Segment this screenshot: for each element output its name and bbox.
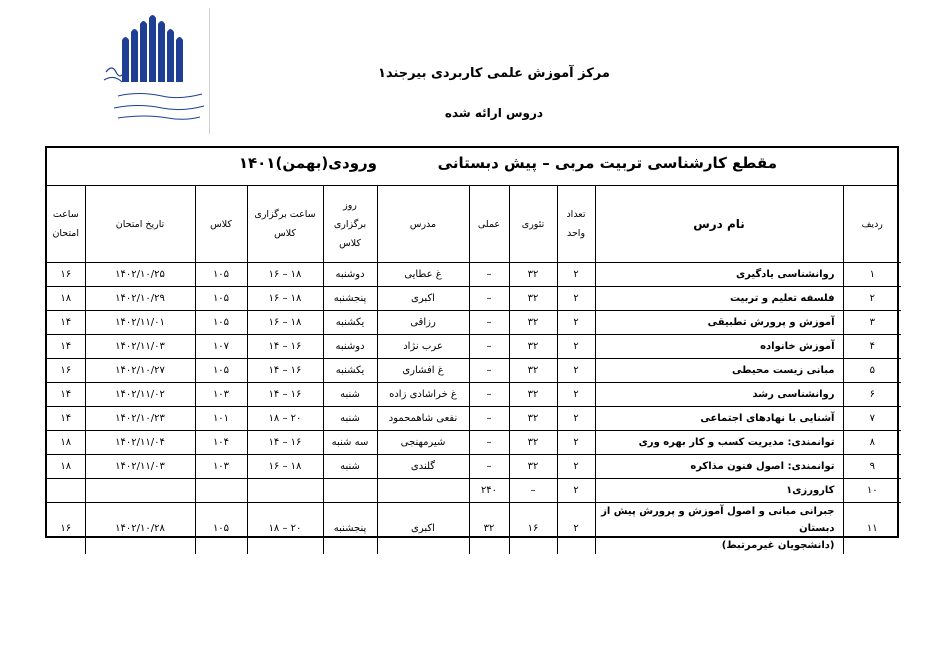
room-cell: ۱۰۴ xyxy=(195,431,247,455)
day-cell: پنجشنبه xyxy=(323,287,377,311)
theory-cell: ۳۲ xyxy=(509,383,557,407)
course-name: مبانی زیست محیطی xyxy=(595,359,843,383)
room-cell: ۱۰۵ xyxy=(195,359,247,383)
table-row xyxy=(47,359,901,383)
class-time-cell: ۱۶ – ۱۴ xyxy=(247,431,323,455)
instructor-cell: نفعی شاهمحمود xyxy=(377,407,469,431)
day-cell: یکشنبه xyxy=(323,359,377,383)
row-index: ۶ xyxy=(843,383,901,407)
instructor-cell: اکبری xyxy=(377,503,469,555)
practical-cell: – xyxy=(469,263,509,287)
units-cell: ۲ xyxy=(557,503,595,555)
document-title: دروس ارائه شده xyxy=(444,106,544,120)
col-header-practical: عملی xyxy=(469,186,509,263)
row-index: ۱۱ xyxy=(843,503,901,555)
class-time-cell: ۱۸ – ۱۶ xyxy=(247,455,323,479)
entry-term: ورودی(بهمن)۱۴۰۱ xyxy=(238,154,377,172)
exam-date-cell xyxy=(85,479,195,503)
units-cell: ۲ xyxy=(557,263,595,287)
program-title: مقطع کارشناسی تربیت مربی – پیش دبستانی xyxy=(437,154,777,172)
instructor-cell: اکبری xyxy=(377,287,469,311)
theory-cell: ۳۲ xyxy=(509,287,557,311)
instructor-cell: غ افشاری xyxy=(377,359,469,383)
table-row xyxy=(47,287,901,311)
remedial-course-line1: مبانی و اصول آموزش و پرورش پیش از دبستان xyxy=(601,506,835,534)
table-row xyxy=(47,335,901,359)
row-index: ۲ xyxy=(843,287,901,311)
class-time-cell: ۱۸ – ۱۶ xyxy=(247,263,323,287)
theory-cell: ۳۲ xyxy=(509,335,557,359)
practical-cell: – xyxy=(469,431,509,455)
class-time-cell: ۱۶ – ۱۴ xyxy=(247,359,323,383)
units-cell: ۲ xyxy=(557,359,595,383)
class-time-cell: ۱۸ – ۱۶ xyxy=(247,311,323,335)
col-header-course: نام درس xyxy=(595,186,843,263)
units-cell: ۲ xyxy=(557,311,595,335)
exam-time-cell: ۱۴ xyxy=(47,407,85,431)
center-name: مرکز آموزش علمی کاربردی بیرجند۱ xyxy=(378,66,610,81)
row-index: ۵ xyxy=(843,359,901,383)
course-name: توانمندی: مدیریت کسب و کار بهره وری xyxy=(595,431,843,455)
class-time-cell: ۱۸ – ۱۶ xyxy=(247,287,323,311)
course-name: فلسفه تعلیم و تربیت xyxy=(595,287,843,311)
instructor-cell: غ خراشادی زاده xyxy=(377,383,469,407)
day-cell: دوشنبه xyxy=(323,335,377,359)
remedial-tag: جبرانی xyxy=(799,506,835,517)
class-time-cell: ۲۰ – ۱۸ xyxy=(247,503,323,555)
exam-time-cell: ۱۴ xyxy=(47,335,85,359)
table-header-row xyxy=(47,186,901,263)
theory-cell: ۳۲ xyxy=(509,455,557,479)
row-index: ۷ xyxy=(843,407,901,431)
exam-time-cell: ۱۶ xyxy=(47,359,85,383)
col-header-class-time: ساعت برگزاری کلاس xyxy=(247,186,323,263)
table-row xyxy=(47,503,901,555)
room-cell: ۱۰۵ xyxy=(195,287,247,311)
practical-cell: – xyxy=(469,287,509,311)
exam-date-cell: ۱۴۰۲/۱۱/۰۳ xyxy=(85,455,195,479)
theory-cell: ۳۲ xyxy=(509,431,557,455)
row-index: ۹ xyxy=(843,455,901,479)
course-name xyxy=(595,503,843,555)
remedial-course-line2: (دانشجویان غیرمرتبط) xyxy=(721,540,835,551)
table-row xyxy=(47,311,901,335)
course-name: آشنایی با نهادهای اجتماعی xyxy=(595,407,843,431)
class-time-cell: ۱۶ – ۱۴ xyxy=(247,383,323,407)
class-time-cell: ۲۰ – ۱۸ xyxy=(247,407,323,431)
table-row xyxy=(47,407,901,431)
table-body xyxy=(47,263,901,555)
instructor-cell xyxy=(377,479,469,503)
practical-cell: – xyxy=(469,359,509,383)
practical-cell: – xyxy=(469,407,509,431)
course-sheet xyxy=(45,146,899,551)
row-index: ۱ xyxy=(843,263,901,287)
exam-date-cell: ۱۴۰۲/۱۱/۰۱ xyxy=(85,311,195,335)
practical-cell: ۳۲ xyxy=(469,503,509,555)
exam-date-cell: ۱۴۰۲/۱۱/۰۴ xyxy=(85,431,195,455)
practical-cell: – xyxy=(469,335,509,359)
class-time-cell: ۱۶ – ۱۴ xyxy=(247,335,323,359)
day-cell: شنبه xyxy=(323,407,377,431)
exam-time-cell: ۱۸ xyxy=(47,455,85,479)
instructor-cell: عرب نژاد xyxy=(377,335,469,359)
units-cell: ۲ xyxy=(557,287,595,311)
room-cell: ۱۰۵ xyxy=(195,311,247,335)
exam-time-cell: ۱۴ xyxy=(47,383,85,407)
units-cell: ۲ xyxy=(557,479,595,503)
exam-date-cell: ۱۴۰۲/۱۰/۲۵ xyxy=(85,263,195,287)
class-time-cell xyxy=(247,479,323,503)
room-cell: ۱۰۱ xyxy=(195,407,247,431)
col-header-exam-date: تاریخ امتحان xyxy=(85,186,195,263)
table-row xyxy=(47,383,901,407)
exam-date-cell: ۱۴۰۲/۱۱/۰۲ xyxy=(85,383,195,407)
instructor-cell: گلندی xyxy=(377,455,469,479)
room-cell: ۱۰۳ xyxy=(195,455,247,479)
col-header-day: روز برگزاری کلاس xyxy=(323,186,377,263)
course-name: توانمندی: اصول فنون مذاکره xyxy=(595,455,843,479)
exam-time-cell: ۱۸ xyxy=(47,287,85,311)
table-row xyxy=(47,263,901,287)
col-header-index: ردیف xyxy=(843,186,901,263)
exam-date-cell: ۱۴۰۲/۱۰/۲۹ xyxy=(85,287,195,311)
course-name: کارورزی۱ xyxy=(595,479,843,503)
units-cell: ۲ xyxy=(557,383,595,407)
theory-cell: ۳۲ xyxy=(509,263,557,287)
day-cell: سه شنبه xyxy=(323,431,377,455)
exam-date-cell: ۱۴۰۲/۱۰/۲۸ xyxy=(85,503,195,555)
col-header-room: کلاس xyxy=(195,186,247,263)
col-header-exam-time: ساعت امتحان xyxy=(47,186,85,263)
exam-time-cell: ۱۶ xyxy=(47,503,85,555)
exam-date-cell: ۱۴۰۲/۱۰/۲۷ xyxy=(85,359,195,383)
exam-time-cell: ۱۸ xyxy=(47,431,85,455)
theory-cell: ۳۲ xyxy=(509,359,557,383)
room-cell: ۱۰۷ xyxy=(195,335,247,359)
day-cell: شنبه xyxy=(323,383,377,407)
instructor-cell: شیرمهنجی xyxy=(377,431,469,455)
row-index: ۴ xyxy=(843,335,901,359)
day-cell: دوشنبه xyxy=(323,263,377,287)
course-name: آموزش خانواده xyxy=(595,335,843,359)
instructor-cell: غ عطایی xyxy=(377,263,469,287)
table-row xyxy=(47,479,901,503)
table-row xyxy=(47,455,901,479)
course-name: روانشناسی رشد xyxy=(595,383,843,407)
table-row xyxy=(47,431,901,455)
day-cell: پنجشنبه xyxy=(323,503,377,555)
row-index: ۱۰ xyxy=(843,479,901,503)
practical-cell: – xyxy=(469,311,509,335)
courses-table xyxy=(47,186,901,554)
theory-cell: ۳۲ xyxy=(509,311,557,335)
col-header-theory: تئوری xyxy=(509,186,557,263)
exam-date-cell: ۱۴۰۲/۱۱/۰۳ xyxy=(85,335,195,359)
exam-time-cell: ۱۴ xyxy=(47,311,85,335)
room-cell: ۱۰۵ xyxy=(195,503,247,555)
practical-cell: – xyxy=(469,383,509,407)
day-cell: شنبه xyxy=(323,455,377,479)
day-cell: یکشنبه xyxy=(323,311,377,335)
theory-cell: – xyxy=(509,479,557,503)
units-cell: ۲ xyxy=(557,335,595,359)
practical-cell: – xyxy=(469,455,509,479)
practical-cell: ۲۴۰ xyxy=(469,479,509,503)
col-header-instructor: مدرس xyxy=(377,186,469,263)
course-name: روانشناسی یادگیری xyxy=(595,263,843,287)
room-cell: ۱۰۵ xyxy=(195,263,247,287)
units-cell: ۲ xyxy=(557,431,595,455)
row-index: ۳ xyxy=(843,311,901,335)
row-index: ۸ xyxy=(843,431,901,455)
exam-time-cell: ۱۶ xyxy=(47,263,85,287)
course-name: آموزش و پرورش تطبیقی xyxy=(595,311,843,335)
theory-cell: ۱۶ xyxy=(509,503,557,555)
exam-date-cell: ۱۴۰۲/۱۰/۲۳ xyxy=(85,407,195,431)
units-cell: ۲ xyxy=(557,455,595,479)
units-cell: ۲ xyxy=(557,407,595,431)
exam-time-cell xyxy=(47,479,85,503)
instructor-cell: رزاقی xyxy=(377,311,469,335)
room-cell xyxy=(195,479,247,503)
room-cell: ۱۰۳ xyxy=(195,383,247,407)
day-cell xyxy=(323,479,377,503)
col-header-units: تعداد واحد xyxy=(557,186,595,263)
program-header xyxy=(47,148,897,186)
theory-cell: ۳۲ xyxy=(509,407,557,431)
